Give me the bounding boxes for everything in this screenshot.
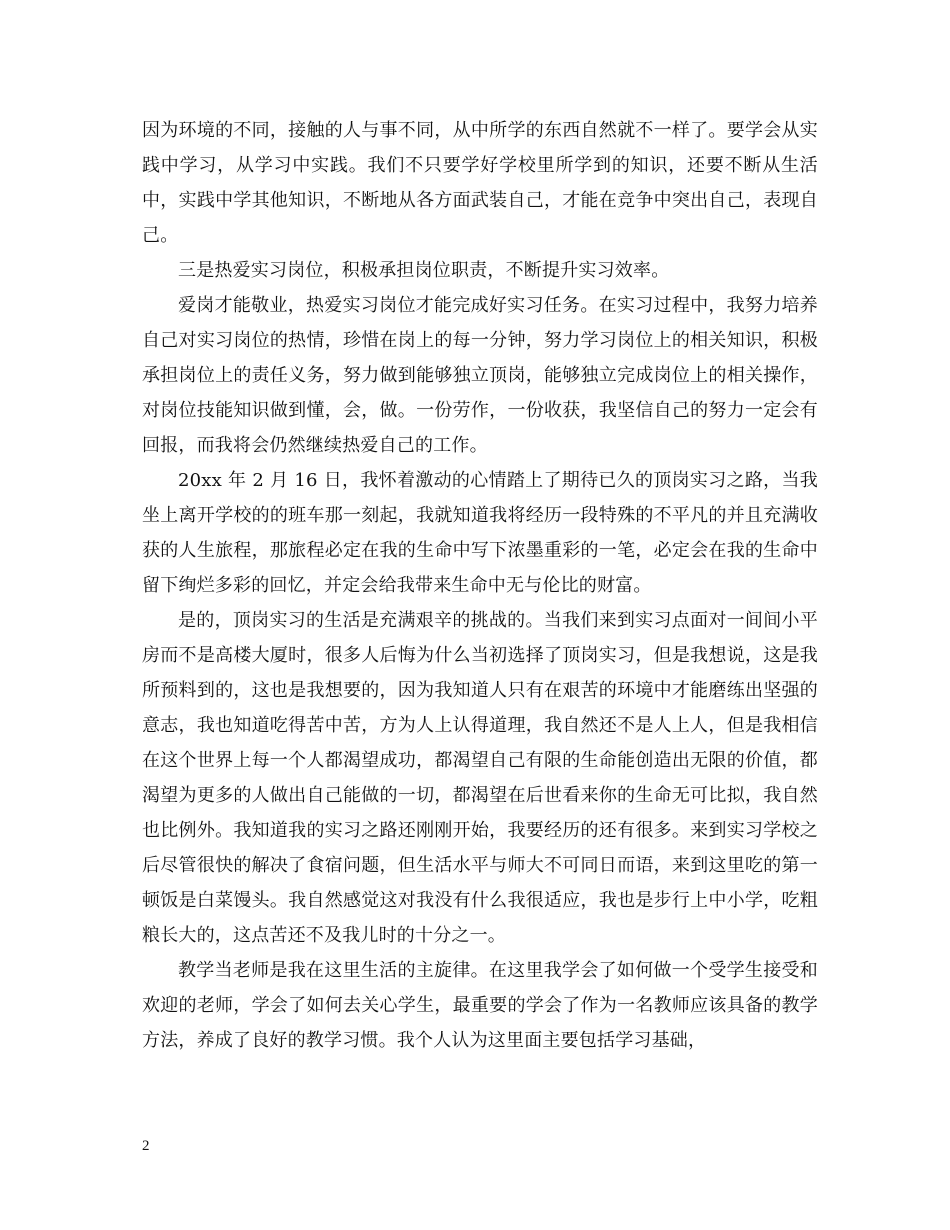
paragraph-2: 三是热爱实习岗位，积极承担岗位职责，不断提升实习效率。 <box>178 260 670 281</box>
paragraph-3: 爱岗才能敬业，热爱实习岗位才能完成好实习任务。在实习过程中，我努力培养自己对实习岗位的热情，珍惜在岗上的每一分钟，努力学习岗位上的相关知识，积极承担岗位上的责任义务，努力做到能够独立顶岗，能够独立完成岗位上的相关操作，对岗位技能知识做到懂，会，做。一份劳作，一份收获，我坚信自己的努力一定会有回报，而我将会仍然继续热爱自己的工作。 <box>142 295 818 456</box>
document-body <box>142 113 818 1058</box>
paragraph-6: 教学当老师是我在这里生活的主旋律。在这里我学会了如何做一个受学生接受和欢迎的老师，学会了如何去关心学生，最重要的学会了作为一名教师应该具备的教学方法，养成了良好的教学习惯。我个人认为这里面主要包括学习基础， <box>142 960 818 1051</box>
paragraph-5: 是的，顶岗实习的生活是充满艰辛的挑战的。当我们来到实习点面对一间间小平房而不是高楼大厦时，很多人后悔为什么当初选择了顶岗实习，但是我想说，这是我所预料到的，这也是我想要的，因为我知道人只有在艰苦的环境中才能磨练出坚强的意志，我也知道吃得苦中苦，方为人上认得道理，我自然还不是人上人，但是我相信在这个世界上每一个人都渴望成功，都渴望自己有限的生命能创造出无限的价值，都渴望为更多的人做出自己能做的一切，都渴望在后世看来你的生命无可比拟，我自然也比例外。我知道我的实习之路还刚刚开始，我要经历的还有很多。来到实习学校之后尽管很快的解决了食宿问题，但生活水平与师大不可同日而语，来到这里吃的第一顿饭是白菜馒头。我自然感觉这对我没有什么我很适应，我也是步行上中小学，吃粗粮长大的，这点苦还不及我儿时的十分之一。 <box>142 610 818 946</box>
paragraph-1: 因为环境的不同，接触的人与事不同，从中所学的东西自然就不一样了。要学会从实践中学习，从学习中实践。我们不只要学好学校里所学到的知识，还要不断从生活中，实践中学其他知识，不断地从各方面武装自己，才能在竞争中突出自己，表现自己。 <box>142 120 818 246</box>
page-number: 2 <box>142 1138 150 1154</box>
paragraph-4: 20xx 年 2 月 16 日，我怀着激动的心情踏上了期待已久的顶岗实习之路，当我坐上离开学校的的班车那一刻起，我就知道我将经历一段特殊的不平凡的并且充满收获的人生旅程，那旅程必定在我的生命中写下浓墨重彩的一笔，必定会在我的生命中留下绚烂多彩的回忆，并定会给我带来生命中无与伦比的财富。 <box>142 470 818 596</box>
